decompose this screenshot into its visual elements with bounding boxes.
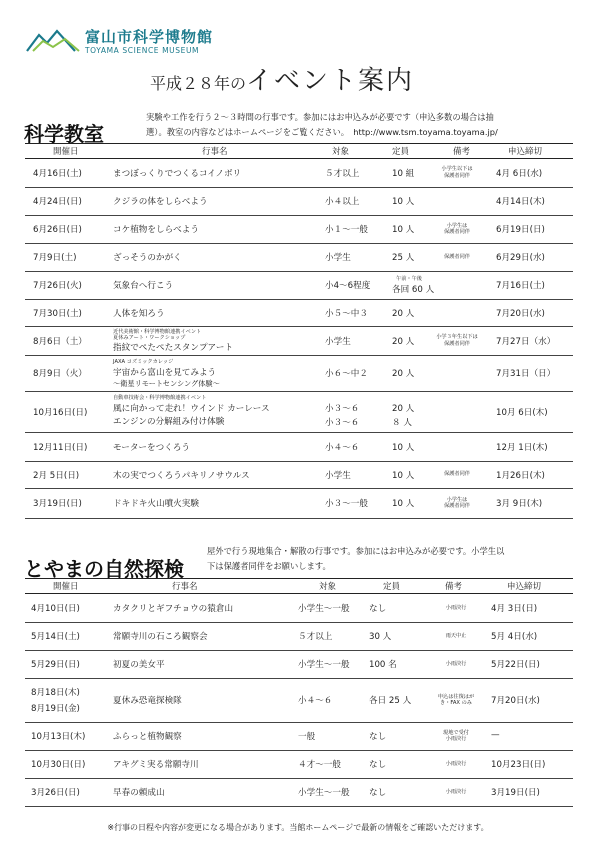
event-date: 6月26日(日) xyxy=(33,225,82,235)
event-date: 10月30日(日) xyxy=(31,760,86,770)
event-deadline: 4月 6日(水) xyxy=(496,168,543,179)
table-row xyxy=(25,326,573,356)
event-deadline: 6月19日(日) xyxy=(496,225,545,235)
event-deadline: 7月31日（日） xyxy=(496,369,556,379)
table-row xyxy=(25,488,573,519)
event-target: 小３〜６ xyxy=(325,404,360,414)
event-name: ざっそうのかがく xyxy=(113,253,182,263)
event-deadline: 7月20日(水) xyxy=(496,308,545,319)
column-header: 備考 xyxy=(445,582,463,592)
event-name-note: JAXA コズミックカレッジ xyxy=(113,359,174,365)
event-capacity: なし xyxy=(369,604,387,614)
event-target: ４才〜一般 xyxy=(298,760,341,770)
table-row xyxy=(25,622,573,651)
event-note: 現地で受付 小雨決行 xyxy=(443,729,469,742)
event-target-2: 小３〜６ xyxy=(325,418,360,428)
event-note: 保護者同伴 xyxy=(444,253,470,260)
event-note: 小学生以下は 保護者同伴 xyxy=(441,166,473,179)
event-note: 小雨決行 xyxy=(445,604,467,611)
table-row xyxy=(25,778,573,807)
event-deadline: 4月 3日(日) xyxy=(491,604,538,614)
event-name: 初夏の美女平 xyxy=(113,660,165,670)
event-name: 木の実でつくろうパキリノサウルス xyxy=(113,470,250,481)
column-header: 行事名 xyxy=(172,582,198,592)
table-row xyxy=(25,650,573,679)
event-date: 8月9日（火） xyxy=(33,369,87,379)
event-name-2: エンジンの分解組み付け体験 xyxy=(113,417,225,427)
event-capacity: 各日 25 人 xyxy=(369,696,412,706)
title-prefix: 平成２８年の xyxy=(150,74,247,93)
event-date: 8月6日（土） xyxy=(33,336,87,347)
page-title xyxy=(150,60,414,97)
column-header: 申込締切 xyxy=(508,147,543,157)
table-row xyxy=(25,432,573,462)
nature-title: とやまの自然探検 xyxy=(24,557,184,581)
event-deadline: 10月23日(日) xyxy=(491,760,546,770)
column-header: 申込締切 xyxy=(507,582,542,592)
nature-desc-line2: 下は保護者同伴をお願いします。 xyxy=(207,561,331,571)
event-date: 8月18日(木) xyxy=(31,688,80,698)
event-name-2: 〜衛星リモートセンシング体験〜 xyxy=(113,379,220,388)
event-name: まつぼっくりでつくるコイノボリ xyxy=(113,168,242,179)
event-date: 5月14日(土) xyxy=(31,632,80,642)
event-deadline: 7月16日(土) xyxy=(496,281,545,291)
event-date: 12月11日(日) xyxy=(33,442,88,453)
event-deadline: 1月26日(木) xyxy=(496,470,545,481)
event-name: モーターをつくろう xyxy=(113,442,191,453)
table-row xyxy=(25,678,573,723)
nature-description xyxy=(207,544,577,574)
event-name: 人体を知ろう xyxy=(113,308,165,319)
event-capacity: 10 人 xyxy=(392,197,415,207)
event-note: 小学３年生以下は 保護者同伴 xyxy=(436,334,478,347)
event-note: 保護者同伴 xyxy=(444,471,470,478)
event-capacity: 25 人 xyxy=(392,253,415,263)
table-row xyxy=(25,750,573,779)
event-capacity: 20 人 xyxy=(392,336,415,347)
nature-table-header xyxy=(25,578,573,594)
column-header: 定員 xyxy=(392,147,410,157)
event-target: 小4〜6程度 xyxy=(325,281,371,291)
event-deadline: 10月 6日(木) xyxy=(496,407,548,418)
classroom-desc-line1: 実験や工作を行う２〜３時間の行事です。参加にはお申込みが必要です（申込多数の場合は抽 xyxy=(146,112,494,122)
nature-desc-line1: 屋外で行う現地集合・解散の行事です。参加にはお申込みが必要です。小学生以 xyxy=(207,546,505,556)
event-target: 小学生〜一般 xyxy=(298,604,350,614)
event-deadline: 5月22日(日) xyxy=(491,660,540,670)
table-row xyxy=(25,299,573,327)
event-name: 夏休み恐竜探検隊 xyxy=(113,696,182,706)
event-target: 小学生 xyxy=(325,470,351,481)
column-header: 定員 xyxy=(383,582,401,592)
event-capacity: 各回 60 人 xyxy=(392,285,435,295)
event-capacity-note: 午前・午後 xyxy=(396,276,422,282)
event-target: 小学生 xyxy=(325,336,351,347)
event-date: 4月10日(日) xyxy=(31,604,80,614)
event-target: ５才以上 xyxy=(325,168,360,179)
event-note: 小学生は 保護者同伴 xyxy=(444,496,470,509)
museum-name: 富山市科学博物館 xyxy=(85,28,214,46)
event-capacity: 10 人 xyxy=(392,225,415,235)
event-target: 小４以上 xyxy=(325,197,360,207)
event-capacity: 20 人 xyxy=(392,308,415,319)
event-date: 2月 5日(日) xyxy=(33,470,80,481)
event-name: ドキドキ火山噴火実験 xyxy=(113,499,199,509)
event-target: ５才以上 xyxy=(298,632,333,642)
event-date: 4月16日(土) xyxy=(33,168,82,179)
table-row xyxy=(25,391,573,433)
event-deadline: 4月14日(木) xyxy=(496,197,545,207)
event-name: 常願寺川の石ころ観察会 xyxy=(113,632,208,642)
event-note: 申込は往復はが き・FAX のみ xyxy=(437,693,475,706)
event-capacity: 10 人 xyxy=(392,442,415,453)
event-deadline: 3月19日(日) xyxy=(491,788,540,798)
table-row xyxy=(25,215,573,244)
event-capacity-2: ８ 人 xyxy=(392,418,412,428)
table-row xyxy=(25,271,573,300)
event-name: クジラの体をしらべよう xyxy=(113,197,208,207)
footer-note: ※行事の日程や内容が変更になる場合があります。当館ホームページで最新の情報をご確認いただけます。 xyxy=(107,823,489,832)
event-name: 風に向かって走れ！ウインド カーレース xyxy=(113,404,270,414)
table-row xyxy=(25,158,573,188)
column-header: 対象 xyxy=(332,147,350,157)
event-note: 小学生は 保護者同伴 xyxy=(444,222,470,235)
event-name: カタクリとギフチョウの猿倉山 xyxy=(113,604,234,614)
event-capacity: 20 人 xyxy=(392,404,415,414)
event-deadline: 5月 4日(水) xyxy=(491,632,538,642)
event-capacity: 100 名 xyxy=(369,660,397,670)
event-name: ふらっと植物観察 xyxy=(113,732,182,742)
event-date: 7月30日(土) xyxy=(33,308,82,319)
event-date: 4月24日(日) xyxy=(33,197,82,207)
event-date: 7月26日(火) xyxy=(33,281,82,291)
event-target: 小６〜中２ xyxy=(325,369,368,379)
event-date: 3月26日(日) xyxy=(31,788,80,798)
column-header: 行事名 xyxy=(202,147,228,157)
event-target: 小４〜６ xyxy=(298,696,333,706)
event-target: 小学生〜一般 xyxy=(298,660,350,670)
event-name: 指紋でぺたぺたスタンプアート xyxy=(113,343,234,353)
event-capacity: なし xyxy=(369,760,387,770)
event-note: 小雨決行 xyxy=(445,660,467,667)
table-row xyxy=(25,594,573,623)
event-note: 小雨決行 xyxy=(445,760,467,767)
event-date: 10月16日(日) xyxy=(33,407,88,418)
table-row xyxy=(25,722,573,751)
table-row xyxy=(25,355,573,392)
column-header: 対象 xyxy=(319,582,337,592)
event-target: 小５〜中３ xyxy=(325,308,368,319)
classroom-description xyxy=(146,110,576,140)
event-deadline: 7月27日（水） xyxy=(496,336,556,347)
table-row xyxy=(25,187,573,216)
event-date: 7月9日(土) xyxy=(33,253,77,263)
title-main: イベント案内 xyxy=(246,66,415,96)
table-row xyxy=(25,243,573,272)
event-capacity: なし xyxy=(369,732,387,742)
column-header: 開催日 xyxy=(53,582,79,592)
event-note: 雨天中止 xyxy=(445,632,467,639)
event-capacity: 10 人 xyxy=(392,499,415,509)
event-deadline: 3月 9日(木) xyxy=(496,499,543,509)
event-capacity: なし xyxy=(369,788,387,798)
event-name: 宇宙から富山を見てみよう xyxy=(113,368,217,378)
classroom-table-header xyxy=(25,143,573,159)
event-name-note: 自動車技術会・科学博物館連携イベント xyxy=(113,395,207,401)
event-name: アキグミ実る常願寺川 xyxy=(113,760,199,770)
event-deadline: — xyxy=(491,730,500,740)
event-date: 10月13日(木) xyxy=(31,732,86,742)
event-date-2: 8月19日(金) xyxy=(31,704,80,714)
event-name: コケ植物をしらべよう xyxy=(113,225,199,235)
event-name-note: 近代美術館・科学博物館連携イベント 夏休みアート・ワークショップ xyxy=(113,329,202,341)
event-name: 気象台へ行こう xyxy=(113,281,174,291)
event-capacity: 10 組 xyxy=(392,168,415,179)
museum-name-en: TOYAMA SCIENCE MUSEUM xyxy=(85,46,200,55)
classroom-title: 科学教室 xyxy=(24,122,104,146)
museum-logo xyxy=(25,22,215,62)
event-deadline: 12月 1日(木) xyxy=(496,442,548,453)
event-capacity: 20 人 xyxy=(392,369,415,379)
classroom-desc-line2: 選）。教室の内容などはホームページをご覧ください。 http://www.tsm.toyama.toyama.jp/ xyxy=(146,127,498,137)
event-target: 小学生〜一般 xyxy=(298,788,350,798)
event-date: 5月29日(日) xyxy=(31,660,80,670)
table-row xyxy=(25,461,573,489)
event-target: 一般 xyxy=(298,732,316,742)
mountain-logo-icon xyxy=(25,27,81,53)
event-date: 3月19日(日) xyxy=(33,499,82,509)
event-target: 小１〜一般 xyxy=(325,225,368,235)
event-target: 小３〜一般 xyxy=(325,499,368,509)
event-target: 小学生 xyxy=(325,253,351,263)
column-header: 備考 xyxy=(453,147,471,157)
event-deadline: 6月29日(水) xyxy=(496,253,545,263)
event-note: 小雨決行 xyxy=(445,788,467,795)
event-deadline: 7月20日(水) xyxy=(491,696,540,706)
event-capacity: 10 人 xyxy=(392,470,415,481)
event-target: 小４〜６ xyxy=(325,442,360,453)
event-capacity: 30 人 xyxy=(369,632,392,642)
column-header: 開催日 xyxy=(53,147,79,157)
event-name: 早春の頼成山 xyxy=(113,788,165,798)
